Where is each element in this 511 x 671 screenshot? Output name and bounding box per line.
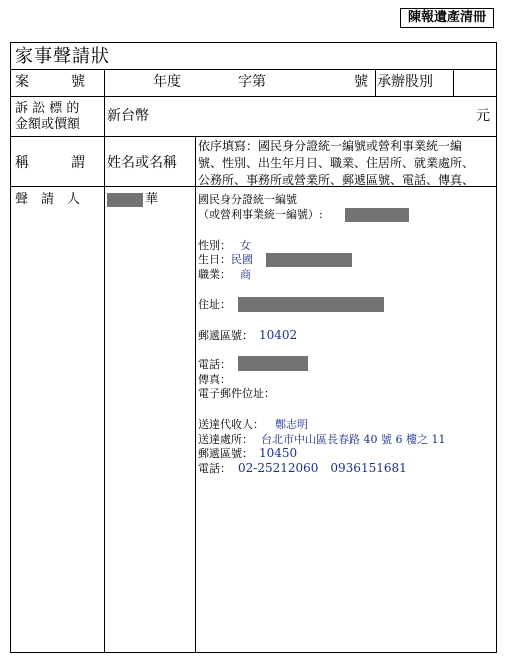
rule-amount: [11, 136, 496, 137]
petitioner-role: 聲 請 人: [15, 192, 81, 207]
instruction-line-3: 公務所、事務所或營業所、郵遞區號、電話、傳真、: [198, 173, 475, 187]
delivery-postal-label: 郵遞區號：: [198, 447, 253, 460]
case-word-label: 字第: [238, 74, 266, 90]
amount-label-line2: 金額或價額: [15, 117, 81, 132]
rule-case: [11, 96, 496, 97]
address-label: 住址：: [198, 298, 231, 311]
birth-label: 生日：: [198, 253, 231, 266]
case-number-suffix: 號: [354, 74, 368, 90]
job-value: 商: [240, 268, 251, 281]
col-divider-1: [104, 69, 105, 653]
job-label: 職業：: [198, 268, 231, 281]
phone-redaction: [238, 356, 308, 371]
col-divider-2: [195, 136, 196, 653]
delivery-postal-value: 10450: [259, 446, 298, 460]
id-label-line2: （或營利事業統一編號）:: [198, 208, 323, 221]
fax-label: 傳真：: [198, 373, 231, 386]
birth-redaction: [266, 253, 352, 267]
form-title: 家事聲請狀: [15, 46, 110, 67]
gender-label: 性別：: [198, 239, 231, 252]
delivery-phone-label: 電話：: [198, 462, 231, 475]
title-column-label: 稱 謂: [15, 155, 85, 171]
id-redaction: [345, 208, 409, 222]
currency-label: 新台幣: [107, 108, 149, 124]
address-redaction: [238, 297, 384, 312]
clerk-section-label: 承辦股別: [377, 74, 433, 90]
email-label: 電子郵件位址：: [198, 387, 275, 400]
delivery-phone-value: 02-25212060 0936151681: [238, 461, 407, 475]
postal-value: 10402: [259, 328, 298, 342]
id-label-line1: 國民身分證統一編號: [198, 193, 297, 206]
stamp-label: 陳報遺產清冊: [400, 8, 494, 28]
col-divider-case: [375, 69, 376, 96]
amount-unit: 元: [476, 108, 490, 124]
petitioner-name-suffix: 華: [145, 192, 159, 207]
delivery-address: 台北市中山區長春路 40 號 6 樓之 11: [261, 433, 446, 446]
col-divider-clerk: [453, 69, 454, 96]
case-number-label: 案 號: [15, 74, 85, 90]
rule-title: [11, 69, 496, 70]
case-year-label: 年度: [153, 74, 181, 90]
name-column-label: 姓名或名稱: [107, 155, 177, 171]
birth-value: 民國: [231, 253, 253, 266]
petition-form: [10, 42, 497, 653]
gender-value: 女: [240, 239, 251, 252]
phone-label: 電話：: [198, 358, 231, 371]
name-redaction: [107, 193, 143, 207]
agent-label: 送達代收人：: [198, 418, 264, 431]
postal-label: 郵遞區號：: [198, 329, 253, 342]
agent-value: 鄭志明: [275, 418, 308, 431]
instruction-line-1: 依序填寫：國民身分證統一編號或營利事業統一編: [198, 139, 463, 153]
instruction-line-2: 號、性別、出生年月日、職業、住居所、就業處所、: [198, 156, 475, 170]
amount-label-line1: 訴 訟 標 的: [15, 101, 80, 116]
delivery-label: 送達處所：: [198, 433, 253, 446]
